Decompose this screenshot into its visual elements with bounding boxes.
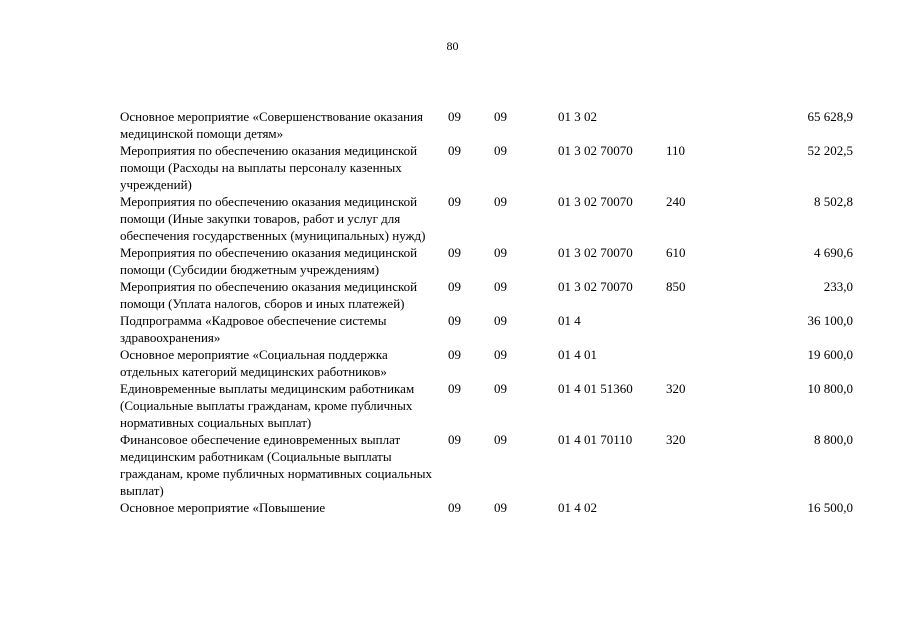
item-name: Мероприятия по обеспечению оказания медицинской помощи (Субсидии бюджетным учреждениям)	[120, 245, 418, 277]
amount: 4 690,6	[814, 245, 853, 260]
amount: 65 628,9	[807, 109, 853, 124]
section-code: 09	[448, 194, 461, 209]
amount: 19 600,0	[807, 347, 853, 362]
expense-type-code: 110	[666, 143, 686, 158]
section-code: 09	[448, 381, 461, 396]
table-row	[120, 499, 855, 516]
expense-type-code: 850	[666, 279, 686, 294]
item-name: Основное мероприятие «Социальная поддержка отдельных категорий медицинских работников»	[120, 347, 388, 379]
expense-type-code: 240	[666, 194, 686, 209]
subsection-code: 09	[494, 381, 507, 396]
subsection-code: 09	[494, 500, 507, 515]
expense-type-code: 610	[666, 245, 686, 260]
section-code: 09	[448, 143, 461, 158]
section-code: 09	[448, 313, 461, 328]
item-name: Единовременные выплаты медицинским работникам (Социальные выплаты гражданам, кроме публичных нормативных социальных выплат)	[120, 381, 415, 430]
table-row	[120, 108, 855, 142]
section-code: 09	[448, 109, 461, 124]
item-name: Основное мероприятие «Повышение	[120, 500, 326, 515]
table-row	[120, 278, 855, 312]
item-name: Мероприятия по обеспечению оказания медицинской помощи (Расходы на выплаты персоналу казенных учреждений)	[120, 143, 418, 192]
target-article-code: 01 3 02	[558, 109, 597, 124]
table-row	[120, 312, 855, 346]
subsection-code: 09	[494, 109, 507, 124]
section-code: 09	[448, 500, 461, 515]
subsection-code: 09	[494, 245, 507, 260]
table-row	[120, 380, 855, 431]
target-article-code: 01 4 01 51360	[558, 381, 633, 396]
target-article-code: 01 3 02 70070	[558, 279, 633, 294]
amount: 10 800,0	[807, 381, 853, 396]
amount: 233,0	[823, 279, 853, 294]
target-article-code: 01 4 01	[558, 347, 597, 362]
expense-type-code: 320	[666, 381, 686, 396]
section-code: 09	[448, 432, 461, 447]
amount: 8 502,8	[814, 194, 853, 209]
page-number: 80	[446, 39, 459, 53]
target-article-code: 01 4 02	[558, 500, 597, 515]
subsection-code: 09	[494, 432, 507, 447]
target-article-code: 01 3 02 70070	[558, 194, 633, 209]
budget-table	[120, 108, 855, 516]
section-code: 09	[448, 245, 461, 260]
subsection-code: 09	[494, 347, 507, 362]
target-article-code: 01 4 01 70110	[558, 432, 633, 447]
subsection-code: 09	[494, 194, 507, 209]
item-name: Мероприятия по обеспечению оказания медицинской помощи (Иные закупки товаров, работ и услуг для обеспечения государственных (муниципальных) нужд)	[120, 194, 426, 243]
section-code: 09	[448, 347, 461, 362]
target-article-code: 01 3 02 70070	[558, 143, 633, 158]
expense-type-code: 320	[666, 432, 686, 447]
table-row	[120, 244, 855, 278]
item-name: Мероприятия по обеспечению оказания медицинской помощи (Уплата налогов, сборов и иных платежей)	[120, 279, 418, 311]
subsection-code: 09	[494, 279, 507, 294]
section-code: 09	[448, 279, 461, 294]
amount: 52 202,5	[807, 143, 853, 158]
item-name: Подпрограмма «Кадровое обеспечение системы здравоохранения»	[120, 313, 387, 345]
table-row	[120, 142, 855, 193]
target-article-code: 01 4	[558, 313, 581, 328]
table-row	[120, 193, 855, 244]
amount: 36 100,0	[807, 313, 853, 328]
table-row	[120, 431, 855, 499]
target-article-code: 01 3 02 70070	[558, 245, 633, 260]
item-name: Финансовое обеспечение единовременных выплат медицинским работникам (Социальные выплаты гражданам, кроме публичных нормативных социальных выплат)	[120, 432, 432, 498]
item-name: Основное мероприятие «Совершенствование оказания медицинской помощи детям»	[120, 109, 424, 141]
subsection-code: 09	[494, 143, 507, 158]
table-row	[120, 346, 855, 380]
amount: 8 800,0	[814, 432, 853, 447]
amount: 16 500,0	[807, 500, 853, 515]
subsection-code: 09	[494, 313, 507, 328]
